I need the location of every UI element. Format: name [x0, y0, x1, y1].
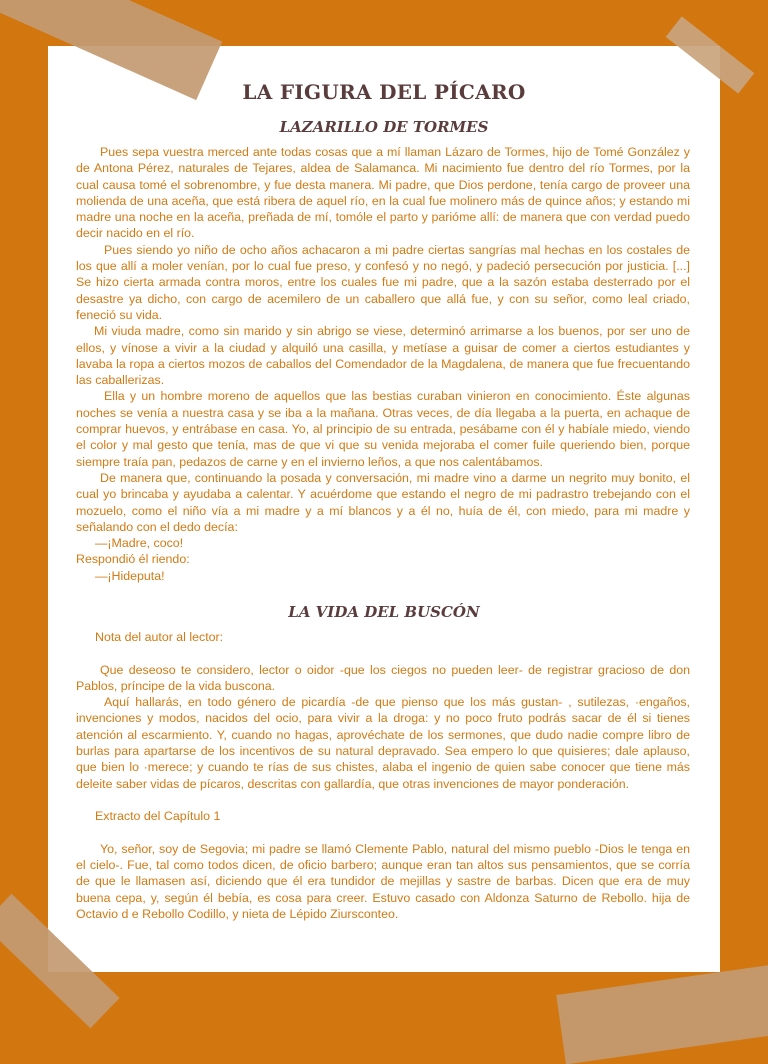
tape-bottom-right — [556, 962, 768, 1064]
narration-line: Respondió él riendo: — [76, 552, 190, 567]
dialogue-line: —¡Hideputa! — [95, 568, 165, 583]
paragraph: Mi viuda madre, como sin marido y sin abrigo se viese, determinó arrimarse a los buenos, por ser uno de ellos, y vínose a vivir a la ciudad y alquiló una casilla, y metíase a guisar de comer a ciertos estudiantes y lavaba la ropa a ciertos mozos de caballos del Comendador de la Magdalena, de manera que fue frecuentando las caballerizas. — [76, 324, 690, 388]
paragraph: Ella y un hombre moreno de aquellos que las bestias curaban vinieron en conocimiento. Éste algunas noches se venía a nuestra casa y se iba a la mañana. Otras veces, de día llegaba a la puerta, en achaque de comprar huevos, y entrábase en casa. Yo, al principio de su entrada, pesábame con él y habíale miedo, viendo el color y mal gesto que tenía, mas de que vi que su venida mejoraba el comer fuile queriendo bien, porque siempre traía pan, pedazos de carne y en el invierno leños, a que nos calentábamos. — [76, 389, 690, 469]
paragraph: Pues siendo yo niño de ocho años achacaron a mi padre ciertas sangrías mal hechas en los costales de los que allí a moler venían, por lo cual fue preso, y confesó y no negó, y padeció persecución por justicia. [...] Se hizo cierta armada contra moros, entre los cuales fue mi padre, que a la sazón estaba desterrado por el desastre ya dicho, con cargo de acemilero de un caballero que allá fue, y con su señor, como leal criado, feneció su vida. — [76, 242, 690, 322]
paragraph: Pues sepa vuestra merced ante todas cosas que a mí llaman Lázaro de Tormes, hijo de Tomé González y de Antona Pérez, naturales de Tejares, aldea de Salamanca. Mi nacimiento fue dentro del río Tormes, por la cual causa tomé el sobrenombre, y fue desta manera. Mi padre, que Dios perdone, tenía cargo de proveer una molienda de una aceña, que está ribera de aquel río, en la cual fue molinero más de quince años; y estando mi madre una noche en la aceña, preñada de mí, tomóle el parto y parióme allí: de manera que con verdad puedo decir nacido en el río. — [76, 145, 690, 241]
dialogue-line: —¡Madre, coco! — [95, 536, 184, 551]
section-heading-buscon: LA VIDA DEL BUSCÓN — [288, 603, 480, 621]
paragraph: Yo, señor, soy de Segovia; mi padre se llamó Clemente Pablo, natural del mismo pueblo -Dios le tenga en el cielo-. Fue, tal como todos dicen, de oficio barbero; aunque eran tan altos sus pensamientos, que se corría de que le llamasen así, diciendo que él era tundidor de mejillas y sastre de barbas. Dicen que era de muy buena cepa, y, según él bebía, es cosa para creer. Estuvo casado con Aldonza Saturno de Rebollo. hija de Octavio d e Rebollo Codillo, y nieta de Lépido Ziursconteo. — [76, 841, 690, 922]
spacer — [76, 645, 690, 661]
section-heading-lazarillo: LAZARILLO DE TORMES — [279, 118, 489, 136]
paragraph: Aquí hallarás, en todo género de picardía -de que pienso que los más gustan- , sutilezas, ·engaños, invenciones y modos, nacidos del ocio, para vivir a la droga: y no poco fruto podrás sacar de él si tienes atención al escarmiento. Y, cuando no hagas, aprovéchate de los sermones, que dudo nadie compre libro de burlas para apartarse de los incentivos de su natural depravado. Sea empero lo que quisieres; dale aplauso, que bien lo ·merece; y cuando te rías de sus chistes, alaba el ingenio de quien sabe conocer que tiene más deleite saber vidas de pícaros, descritas con gallardía, que otras invenciones de mayor ponderación. — [76, 695, 690, 791]
buscon-text — [76, 629, 690, 922]
paragraph: De manera que, continuando la posada y conversación, mi madre vino a darme un negrito muy bonito, el cual yo brincaba y ayudaba a calentar. Y acuérdome que estando el negro de mi padrastro trebejando con el mozuelo, como el niño vía a mi madre y a mí blancos y a él no, huía de él, con miedo, para mi madre y señalando con el dedo decía: — [76, 470, 690, 534]
extract-label: Extracto del Capítulo 1 — [95, 809, 221, 824]
lazarillo-text — [76, 144, 690, 584]
spacer — [76, 792, 690, 808]
paragraph: Que deseoso te considero, lector o oidor -que los ciegos no pueden leer- de registrar gracioso de don Pablos, príncipe de la vida buscona. — [76, 662, 690, 693]
note-label: Nota del autor al lector: — [95, 630, 224, 644]
page-title: LA FIGURA DEL PÍCARO — [242, 80, 526, 104]
spacer — [76, 825, 690, 841]
